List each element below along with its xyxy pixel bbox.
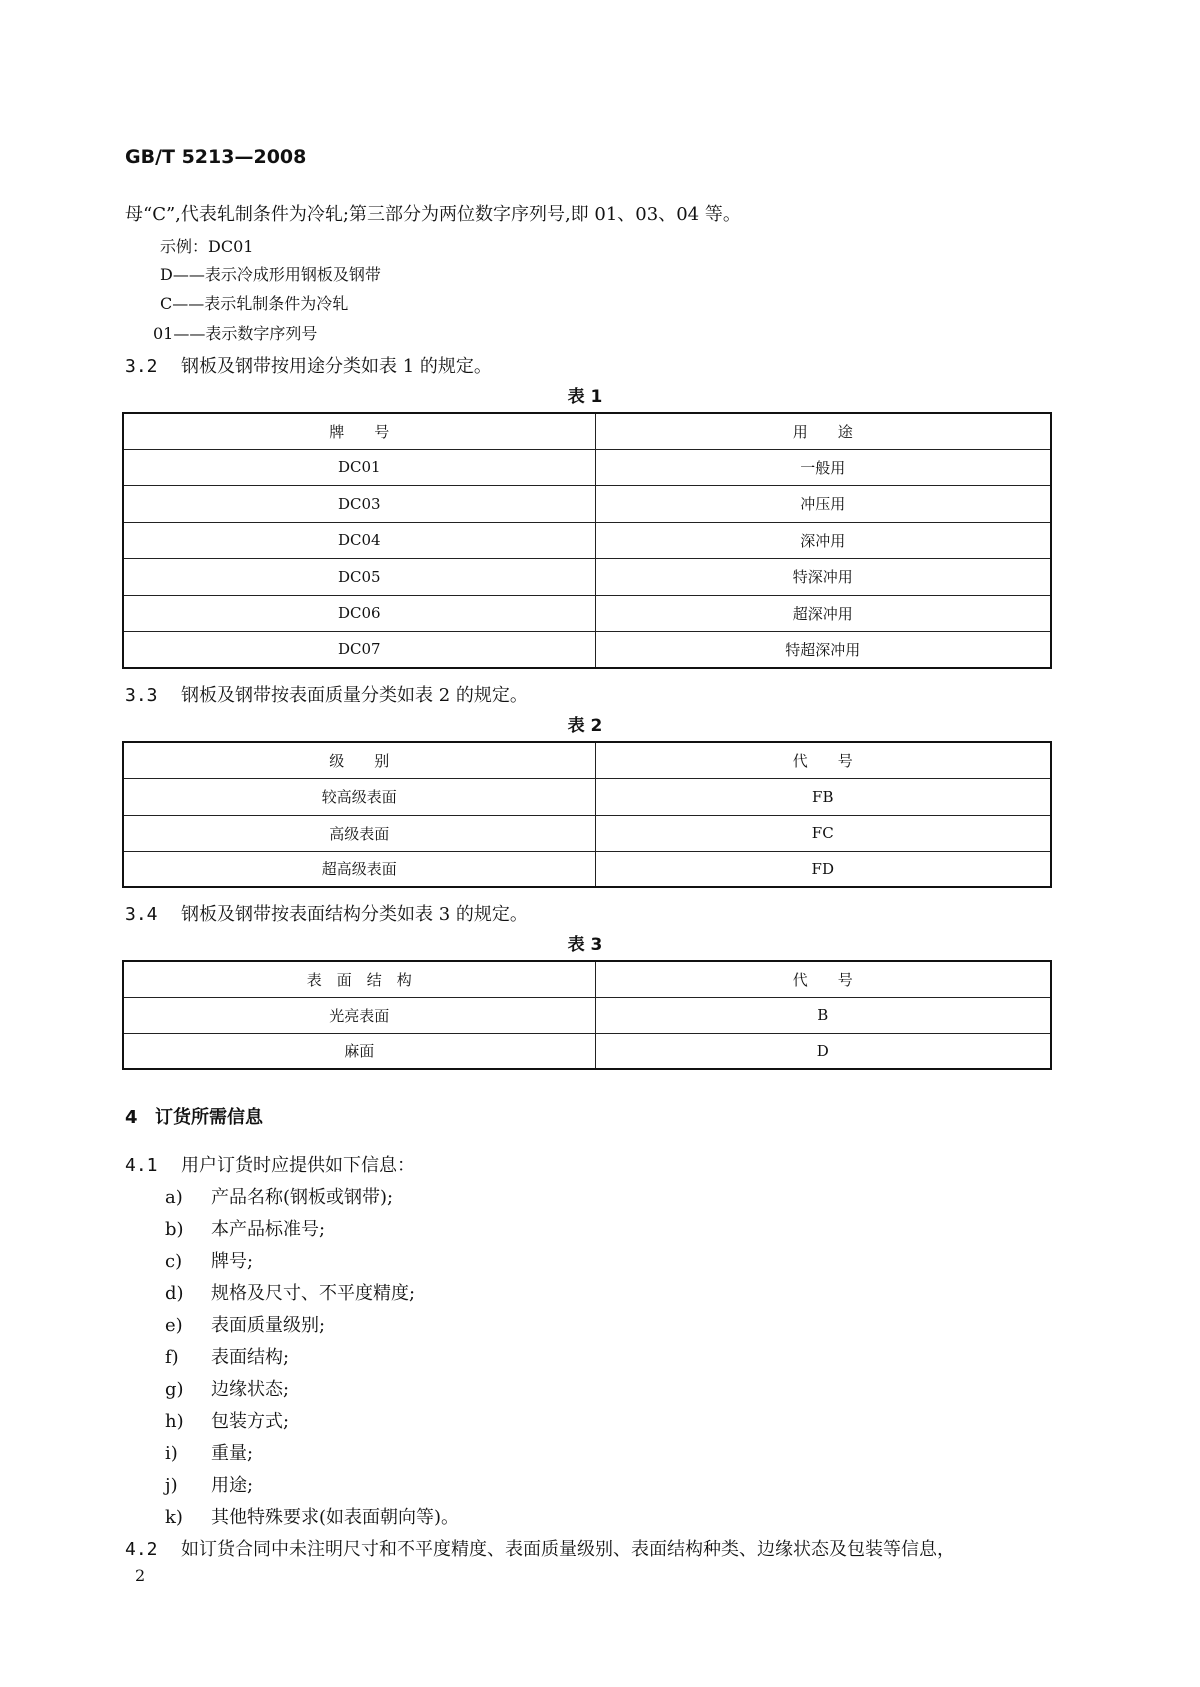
table-row <box>123 485 1051 522</box>
list-label: b) <box>165 1219 184 1240</box>
list-text: 表面结构; <box>211 1347 290 1368</box>
list-item <box>165 1439 253 1465</box>
example-line-01: 01——表示数字序列号 <box>153 324 318 343</box>
table-row <box>123 631 1051 668</box>
list-item <box>165 1279 415 1305</box>
table-cell: DC01 <box>123 449 595 485</box>
list-item <box>165 1343 289 1369</box>
table-cell: 高级表面 <box>123 815 595 851</box>
section-number: 4 <box>125 1107 138 1128</box>
page-number: 2 <box>135 1566 146 1585</box>
table-3-caption: 表 3 <box>567 935 603 955</box>
section-text: 如订货合同中未注明尺寸和不平度精度、表面质量级别、表面结构种类、边缘状态及包装等信息， <box>181 1539 955 1560</box>
list-label: i) <box>165 1443 178 1464</box>
section-3-2 <box>125 352 492 378</box>
table-cell: 超深冲用 <box>595 595 1051 631</box>
list-text: 其他特殊要求(如表面朝向等)。 <box>211 1507 460 1528</box>
list-item <box>165 1471 253 1497</box>
list-label: c) <box>165 1251 183 1272</box>
table-cell: 冲压用 <box>595 485 1051 522</box>
section-4-1 <box>125 1151 415 1177</box>
list-label: a) <box>165 1187 183 1208</box>
list-label: f) <box>165 1347 179 1368</box>
table-cell: 深冲用 <box>595 522 1051 558</box>
column-header: 代 号 <box>595 742 1051 778</box>
table-cell: 特超深冲用 <box>595 631 1051 668</box>
table-cell: 特深冲用 <box>595 558 1051 595</box>
table-cell: 一般用 <box>595 449 1051 485</box>
table-2 <box>122 741 1052 888</box>
example-label: 示例：DC01 <box>160 237 254 256</box>
section-text: 钢板及钢带按表面结构分类如表 3 的规定。 <box>181 904 528 925</box>
section-number: 3.4 <box>125 904 158 925</box>
table-row <box>123 778 1051 815</box>
list-item <box>165 1311 325 1337</box>
table-row <box>123 851 1051 887</box>
list-text: 包装方式; <box>211 1411 290 1432</box>
table-cell: 光亮表面 <box>123 997 595 1033</box>
table-cell: DC03 <box>123 485 595 522</box>
table-1-caption: 表 1 <box>567 387 603 407</box>
column-header: 用 途 <box>595 413 1051 449</box>
table-cell: FB <box>595 778 1051 815</box>
table-cell: DC05 <box>123 558 595 595</box>
intro-continuation: 母“C”,代表轧制条件为冷轧;第三部分为两位数字序列号,即 01、03、04 等。 <box>125 204 741 225</box>
list-label: g) <box>165 1379 184 1400</box>
section-4-2 <box>125 1535 955 1561</box>
table-cell: DC04 <box>123 522 595 558</box>
table-cell: 较高级表面 <box>123 778 595 815</box>
list-item <box>165 1183 393 1209</box>
standard-code: GB/T 5213—2008 <box>125 146 307 168</box>
section-text: 钢板及钢带按用途分类如表 1 的规定。 <box>181 356 492 377</box>
list-text: 边缘状态; <box>211 1379 290 1400</box>
list-text: 用途; <box>211 1475 254 1496</box>
table-cell: DC06 <box>123 595 595 631</box>
table-cell: B <box>595 997 1051 1033</box>
list-label: j) <box>165 1475 178 1496</box>
section-4-heading <box>125 1103 263 1129</box>
list-text: 产品名称(钢板或钢带); <box>211 1187 394 1208</box>
list-item <box>165 1407 289 1433</box>
list-item <box>165 1375 289 1401</box>
section-text: 钢板及钢带按表面质量分类如表 2 的规定。 <box>181 685 528 706</box>
section-title: 订货所需信息 <box>155 1107 263 1128</box>
example-line-c: C——表示轧制条件为冷轧 <box>160 294 349 313</box>
table-row <box>123 815 1051 851</box>
table-cell: FD <box>595 851 1051 887</box>
table-header-row <box>123 742 1051 778</box>
column-header: 级 别 <box>123 742 595 778</box>
example-line-d: D——表示冷成形用钢板及钢带 <box>160 265 381 284</box>
table-1 <box>122 412 1052 669</box>
section-number: 4.2 <box>125 1539 158 1560</box>
table-row <box>123 997 1051 1033</box>
table-row <box>123 449 1051 485</box>
section-3-3 <box>125 681 528 707</box>
table-cell: 麻面 <box>123 1033 595 1069</box>
table-cell: D <box>595 1033 1051 1069</box>
table-row <box>123 595 1051 631</box>
list-text: 本产品标准号; <box>211 1219 326 1240</box>
table-row <box>123 522 1051 558</box>
table-row <box>123 1033 1051 1069</box>
list-item <box>165 1247 253 1273</box>
list-label: d) <box>165 1283 184 1304</box>
section-number: 3.2 <box>125 356 158 377</box>
table-cell: DC07 <box>123 631 595 668</box>
table-cell: FC <box>595 815 1051 851</box>
section-number: 3.3 <box>125 685 158 706</box>
list-item <box>165 1503 459 1529</box>
section-3-4 <box>125 900 528 926</box>
table-cell: 超高级表面 <box>123 851 595 887</box>
list-label: h) <box>165 1411 184 1432</box>
column-header: 表 面 结 构 <box>123 961 595 997</box>
list-label: e) <box>165 1315 183 1336</box>
table-row <box>123 558 1051 595</box>
list-text: 牌号; <box>211 1251 254 1272</box>
table-2-caption: 表 2 <box>567 716 603 736</box>
table-header-row <box>123 961 1051 997</box>
section-number: 4.1 <box>125 1155 158 1176</box>
list-text: 规格及尺寸、不平度精度; <box>211 1283 416 1304</box>
column-header: 牌 号 <box>123 413 595 449</box>
table-3 <box>122 960 1052 1070</box>
list-text: 重量; <box>211 1443 254 1464</box>
section-text: 用户订货时应提供如下信息： <box>181 1155 415 1176</box>
list-item <box>165 1215 325 1241</box>
table-header-row <box>123 413 1051 449</box>
list-text: 表面质量级别; <box>211 1315 326 1336</box>
list-label: k) <box>165 1507 183 1528</box>
column-header: 代 号 <box>595 961 1051 997</box>
